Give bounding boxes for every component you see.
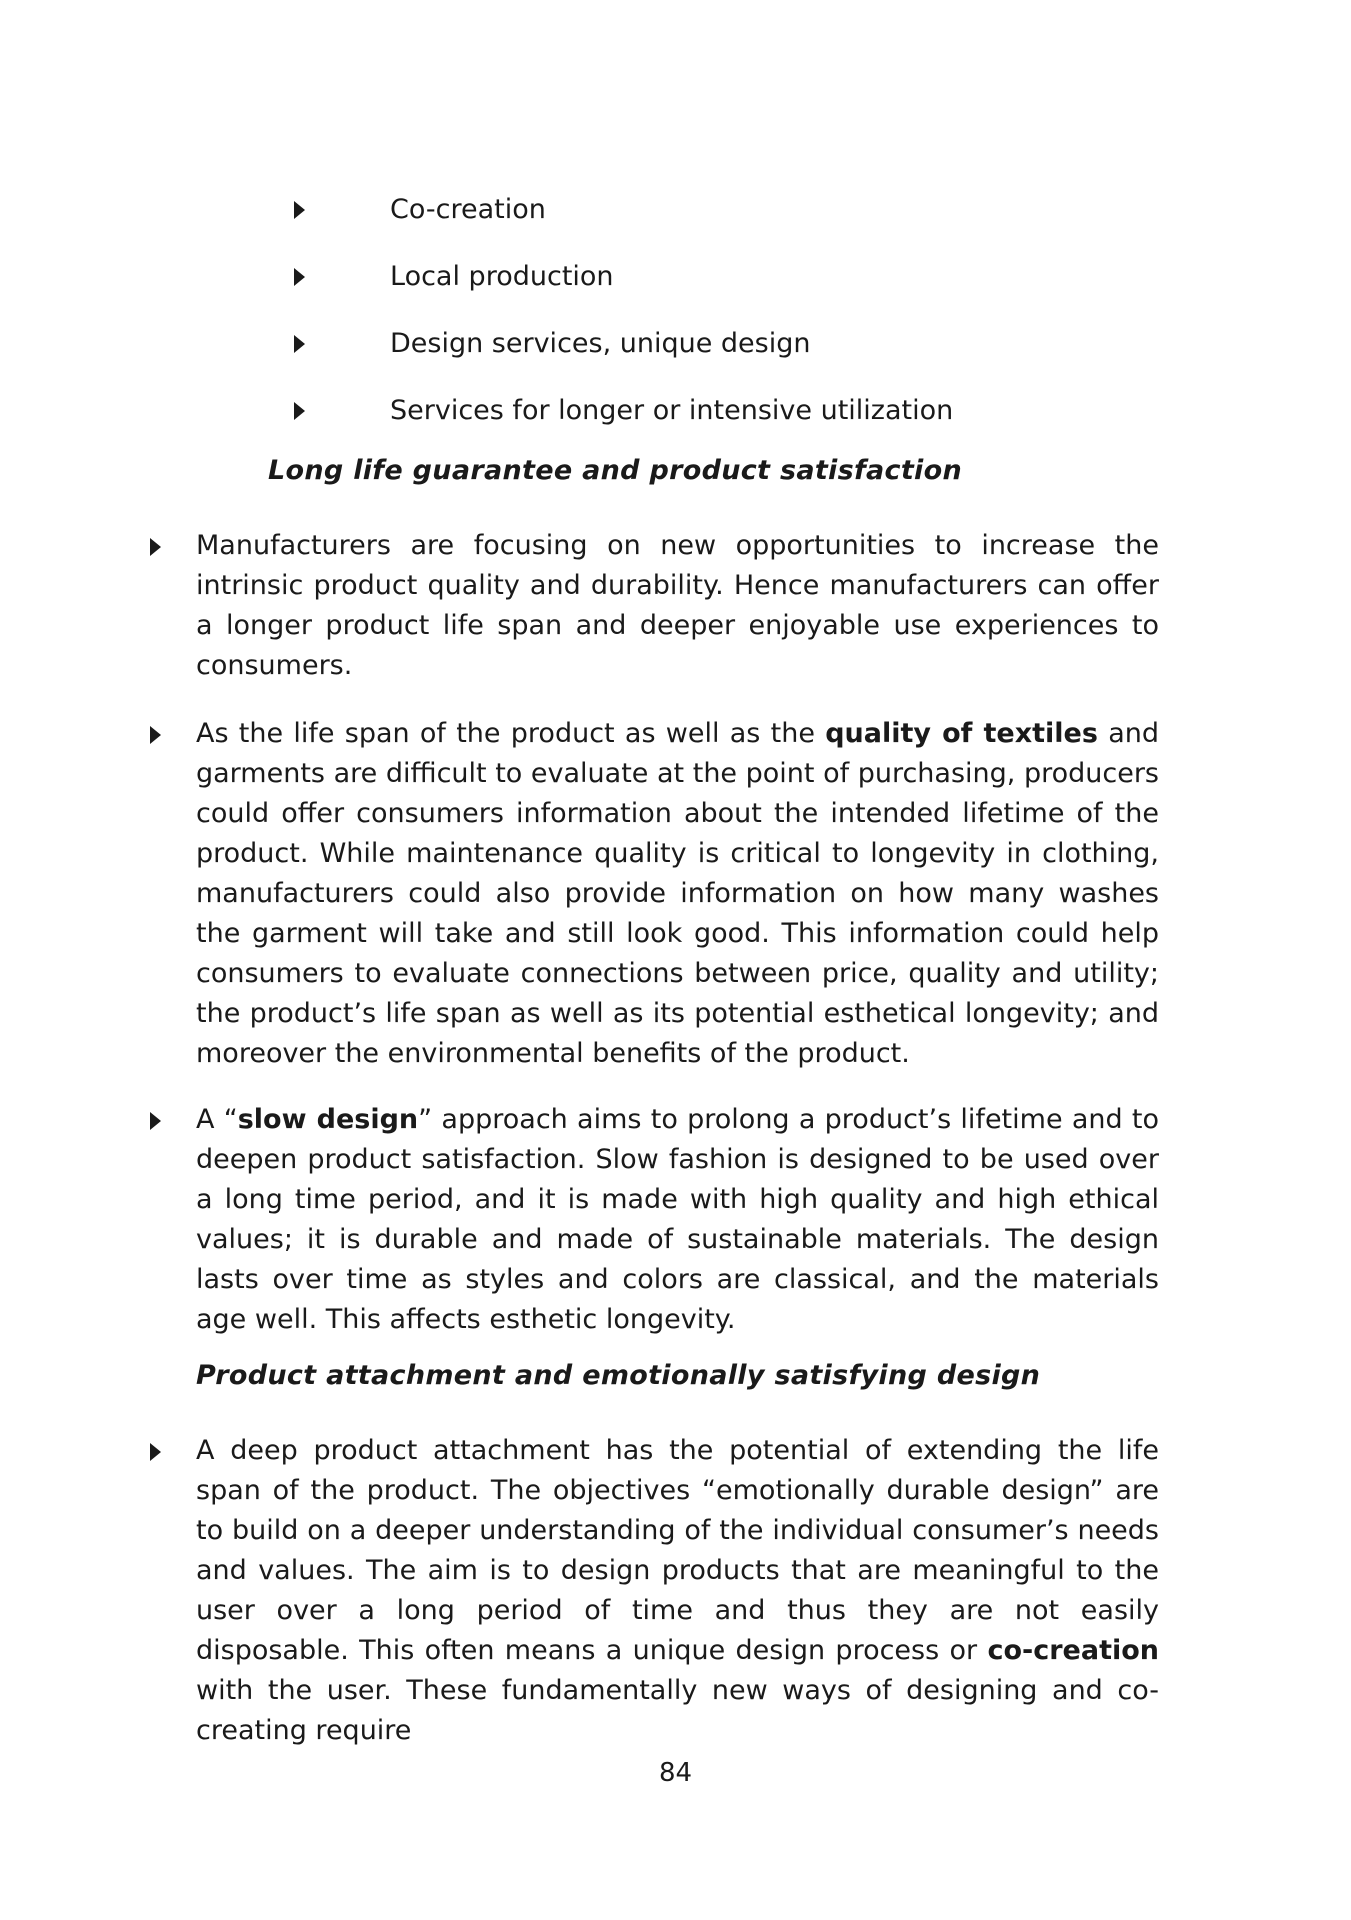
triangle-bullet-icon bbox=[294, 335, 305, 353]
list-item bbox=[288, 188, 953, 255]
triangle-bullet-icon bbox=[294, 201, 305, 219]
bold-term-quality-of-textiles: quality of textiles bbox=[825, 718, 1098, 749]
list-item-text: Design services, unique design bbox=[390, 328, 811, 359]
list-item bbox=[288, 255, 953, 322]
page-number: 84 bbox=[658, 1758, 693, 1788]
paragraph-text: A deep product attachment has the potential of extending the life span of the product. The objectives “emotionally durable design” are to build on a deeper understanding of the individual consumer’s needs and values. The aim is to design products that are meaningful to the user over a long period of time and thus they are not easily disposable. This often means a unique design process or bbox=[196, 1435, 1159, 1666]
paragraph-text: Manufacturers are focusing on new opportunities to increase the intrinsic product quality and durability. Hence manufacturers can offer a longer product life span and deeper enjoyable use experiences to consumers. bbox=[196, 530, 1159, 681]
triangle-bullet-icon bbox=[150, 1112, 161, 1130]
triangle-bullet-icon bbox=[150, 538, 161, 556]
triangle-bullet-icon bbox=[294, 402, 305, 420]
paragraph-lifetime-information bbox=[196, 714, 1159, 1074]
section-heading-attachment: Product attachment and emotionally satisfying design bbox=[196, 1360, 1041, 1391]
paragraph-text: As the life span of the product as well as the bbox=[196, 718, 826, 749]
paragraph-text: with the user. These fundamentally new ways of designing and co- creating require bbox=[196, 1675, 1159, 1746]
top-bullet-list bbox=[288, 188, 953, 456]
list-item-text: Local production bbox=[390, 261, 614, 292]
triangle-bullet-icon bbox=[150, 726, 161, 744]
paragraph-quality-durability bbox=[196, 526, 1159, 686]
bold-term-co-creation: co-creation bbox=[987, 1635, 1159, 1666]
paragraph-text: ” approach aims to prolong a product’s lifetime and to deepen product satisfaction. Slow fashion is designed to be used over a long time period, and it is made with high quality and high ethical values; it is durable and made of sustainable materials. The design lasts over time as styles and colors are classical, and the materials age well. This affects esthetic longevity. bbox=[196, 1104, 1160, 1335]
paragraph-text: A “ bbox=[196, 1104, 238, 1135]
section-heading-long-life: Long life guarantee and product satisfaction bbox=[268, 455, 962, 486]
paragraph-slow-design bbox=[196, 1100, 1159, 1340]
paragraph-product-attachment bbox=[196, 1431, 1159, 1751]
triangle-bullet-icon bbox=[294, 268, 305, 286]
list-item-text: Services for longer or intensive utilization bbox=[390, 395, 954, 426]
paragraph-text: and garments are difficult to evaluate at the point of purchasing, producers could offer consumers information about the intended lifetime of the product. While maintenance quality is critical to longevity in clothing, manufacturers could also provide information on how many washes the garment will take and still look good. This information could help consumers to evaluate connections between price, quality and utility; the product’s life span as well as its potential esthetical longevity; and moreover the environmental benefits of the product. bbox=[196, 718, 1159, 1069]
triangle-bullet-icon bbox=[150, 1443, 161, 1461]
list-item bbox=[288, 389, 953, 456]
bold-term-slow-design: slow design bbox=[237, 1104, 419, 1135]
list-item bbox=[288, 322, 953, 389]
list-item-text: Co-creation bbox=[390, 194, 546, 225]
